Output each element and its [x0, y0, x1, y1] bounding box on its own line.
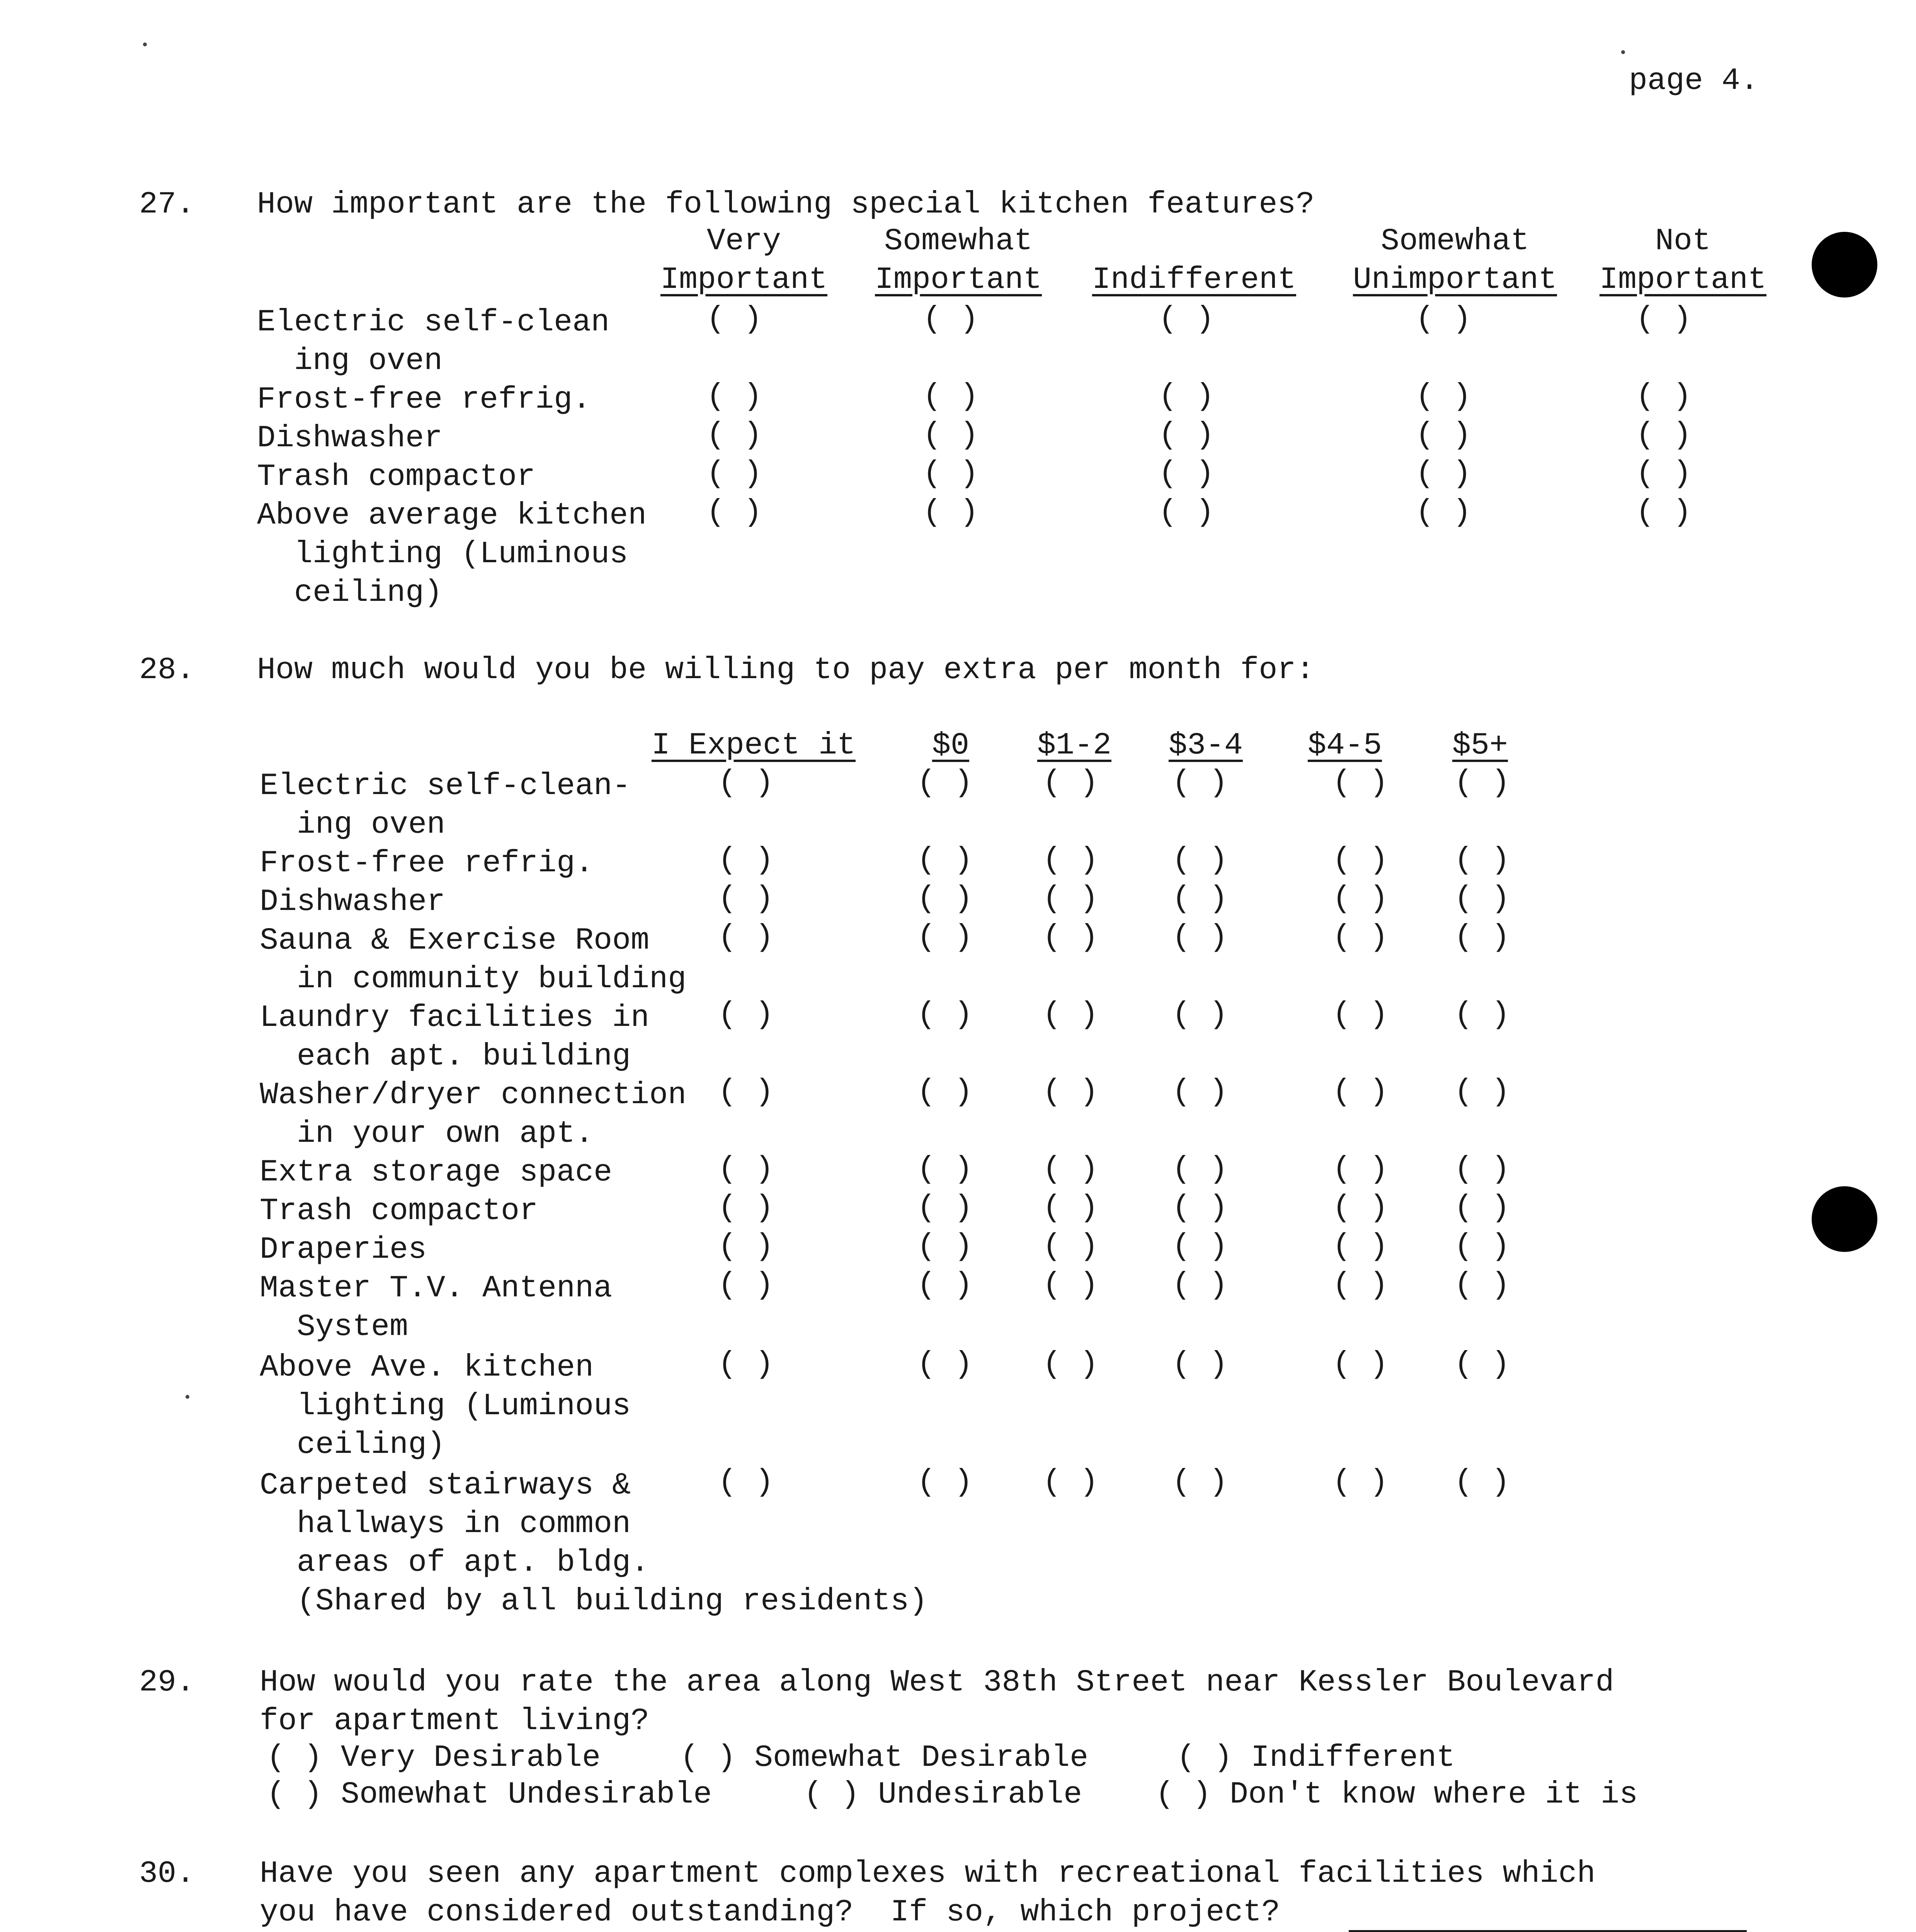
q27-response-checkbox[interactable]: ( )	[1158, 456, 1215, 492]
q28-response-checkbox[interactable]: ( )	[1172, 920, 1228, 955]
q28-row-label: Carpeted stairways &	[260, 1468, 631, 1503]
q27-response-checkbox[interactable]: ( )	[706, 456, 762, 492]
q28-response-checkbox[interactable]: ( )	[1172, 881, 1228, 917]
q28-response-checkbox[interactable]: ( )	[1042, 1229, 1099, 1264]
q28-response-checkbox[interactable]: ( )	[917, 1268, 973, 1303]
q28-response-checkbox[interactable]: ( )	[1042, 1190, 1099, 1226]
scan-speck	[1621, 50, 1625, 54]
question-27-number: 27.	[139, 187, 195, 222]
q28-column-header: $3-4	[1168, 728, 1243, 763]
question-30-number: 30.	[139, 1856, 195, 1891]
q28-response-checkbox[interactable]: ( )	[718, 1152, 774, 1187]
q27-column-header: Indifferent	[1092, 262, 1297, 298]
q27-row-label: lighting (Luminous	[257, 537, 628, 572]
q27-response-checkbox[interactable]: ( )	[1635, 495, 1692, 530]
q28-response-checkbox[interactable]: ( )	[1042, 1347, 1099, 1382]
q28-response-checkbox[interactable]: ( )	[917, 1465, 973, 1500]
q28-response-checkbox[interactable]: ( )	[1042, 765, 1099, 801]
q28-row-label: ceiling)	[260, 1427, 446, 1463]
q28-row-label: Dishwasher	[260, 884, 446, 920]
q28-response-checkbox[interactable]: ( )	[1332, 997, 1389, 1032]
q27-column-header-top: Not	[1655, 224, 1711, 259]
q28-response-checkbox[interactable]: ( )	[718, 881, 774, 917]
q28-response-checkbox[interactable]: ( )	[917, 1347, 973, 1382]
q28-row-label: ing oven	[260, 807, 446, 842]
q28-row-label: Washer/dryer connection	[260, 1078, 687, 1113]
q28-response-checkbox[interactable]: ( )	[1042, 843, 1099, 878]
q28-column-header: $0	[932, 728, 970, 763]
q28-response-checkbox[interactable]: ( )	[917, 843, 973, 878]
q28-row-label: (Shared by all building residents)	[260, 1584, 928, 1619]
q27-row-label: Trash compactor	[257, 459, 536, 495]
q28-response-checkbox[interactable]: ( )	[1332, 1229, 1389, 1264]
q28-response-checkbox[interactable]: ( )	[718, 920, 774, 955]
q28-column-header: $5+	[1452, 728, 1508, 763]
q28-row-label: System	[260, 1310, 408, 1345]
question-29-text-line-1: How would you rate the area along West 38th Street near Kessler Boulevard	[260, 1665, 1614, 1700]
q28-response-checkbox[interactable]: ( )	[1454, 843, 1510, 878]
q28-row-label: in community building	[260, 962, 687, 997]
q27-response-checkbox[interactable]: ( )	[1158, 302, 1215, 337]
question-29-number: 29.	[139, 1665, 195, 1700]
q29-option-somewhat-undesirable[interactable]: ( ) Somewhat Undesirable	[267, 1777, 712, 1812]
question-30-text-line-2: you have considered outstanding? If so, which project?	[260, 1895, 1280, 1930]
q27-response-checkbox[interactable]: ( )	[1415, 379, 1472, 414]
q28-response-checkbox[interactable]: ( )	[1172, 1347, 1228, 1382]
q28-response-checkbox[interactable]: ( )	[1332, 1152, 1389, 1187]
q28-response-checkbox[interactable]: ( )	[1042, 881, 1099, 917]
q28-response-checkbox[interactable]: ( )	[1172, 1190, 1228, 1226]
q27-row-label: Frost-free refrig.	[257, 382, 591, 417]
q27-column-header: Important	[660, 262, 828, 298]
q28-column-header: $1-2	[1037, 728, 1112, 763]
q28-response-checkbox[interactable]: ( )	[1454, 1190, 1510, 1226]
q29-option-very-desirable[interactable]: ( ) Very Desirable	[267, 1740, 601, 1776]
q28-response-checkbox[interactable]: ( )	[1454, 1075, 1510, 1110]
q28-response-checkbox[interactable]: ( )	[1332, 1465, 1389, 1500]
binder-hole-middle	[1812, 1186, 1877, 1252]
q28-response-checkbox[interactable]: ( )	[718, 843, 774, 878]
q28-response-checkbox[interactable]: ( )	[1042, 1075, 1099, 1110]
q28-response-checkbox[interactable]: ( )	[1042, 920, 1099, 955]
page-number: page 4.	[1629, 63, 1759, 99]
q28-response-checkbox[interactable]: ( )	[1172, 1075, 1228, 1110]
q28-row-label: lighting (Luminous	[260, 1389, 631, 1424]
q27-row-label: Electric self-clean	[257, 305, 610, 340]
q27-response-checkbox[interactable]: ( )	[1635, 302, 1692, 337]
q27-column-header: Important	[1599, 262, 1767, 298]
q27-response-checkbox[interactable]: ( )	[922, 418, 979, 453]
q27-column-header: Unimportant	[1353, 262, 1557, 298]
q27-column-header-top: Somewhat	[1380, 224, 1530, 259]
q27-response-checkbox[interactable]: ( )	[706, 495, 762, 530]
q27-response-checkbox[interactable]: ( )	[706, 302, 762, 337]
q28-response-checkbox[interactable]: ( )	[1042, 1465, 1099, 1500]
q28-row-label: Draperies	[260, 1232, 427, 1267]
q28-response-checkbox[interactable]: ( )	[917, 1152, 973, 1187]
q27-response-checkbox[interactable]: ( )	[922, 495, 979, 530]
q27-column-header-top: Very	[706, 224, 781, 259]
scan-speck	[143, 43, 147, 46]
q28-response-checkbox[interactable]: ( )	[1042, 1268, 1099, 1303]
q27-response-checkbox[interactable]: ( )	[922, 302, 979, 337]
q28-response-checkbox[interactable]: ( )	[1172, 1229, 1228, 1264]
q28-response-checkbox[interactable]: ( )	[1042, 1152, 1099, 1187]
q28-row-label: Sauna & Exercise Room	[260, 923, 650, 958]
q28-response-checkbox[interactable]: ( )	[1042, 997, 1099, 1032]
q27-column-header-top: Somewhat	[884, 224, 1033, 259]
q28-response-checkbox[interactable]: ( )	[718, 765, 774, 801]
q27-response-checkbox[interactable]: ( )	[706, 379, 762, 414]
q28-response-checkbox[interactable]: ( )	[718, 997, 774, 1032]
question-28-text: How much would you be willing to pay extra per month for:	[257, 653, 1315, 688]
q28-row-label: Master T.V. Antenna	[260, 1271, 613, 1306]
q28-response-checkbox[interactable]: ( )	[917, 1190, 973, 1226]
q28-response-checkbox[interactable]: ( )	[1332, 920, 1389, 955]
q27-response-checkbox[interactable]: ( )	[706, 418, 762, 453]
q28-response-checkbox[interactable]: ( )	[1454, 1465, 1510, 1500]
q27-row-label: Dishwasher	[257, 421, 443, 456]
q28-row-label: Electric self-clean-	[260, 769, 631, 804]
q28-response-checkbox[interactable]: ( )	[1332, 1075, 1389, 1110]
q28-response-checkbox[interactable]: ( )	[917, 997, 973, 1032]
scan-speck	[185, 1395, 189, 1399]
question-27-text: How important are the following special kitchen features?	[257, 187, 1315, 222]
q29-option-somewhat-desirable[interactable]: ( ) Somewhat Desirable	[680, 1740, 1089, 1776]
q28-response-checkbox[interactable]: ( )	[718, 1347, 774, 1382]
q28-response-checkbox[interactable]: ( )	[917, 920, 973, 955]
q27-response-checkbox[interactable]: ( )	[1635, 379, 1692, 414]
q27-response-checkbox[interactable]: ( )	[1415, 495, 1472, 530]
q28-row-label: areas of apt. bldg.	[260, 1545, 650, 1580]
q28-response-checkbox[interactable]: ( )	[1454, 920, 1510, 955]
q29-option-dont-know[interactable]: ( ) Don't know where it is	[1155, 1777, 1638, 1812]
question-29-text-line-2: for apartment living?	[260, 1704, 650, 1739]
q28-row-label: hallways in common	[260, 1507, 631, 1542]
q28-response-checkbox[interactable]: ( )	[1454, 881, 1510, 917]
q30-answer-blank[interactable]	[1349, 1930, 1747, 1932]
q28-response-checkbox[interactable]: ( )	[718, 1229, 774, 1264]
q27-response-checkbox[interactable]: ( )	[922, 379, 979, 414]
q27-row-label: ceiling)	[257, 575, 443, 611]
q28-row-label: Frost-free refrig.	[260, 846, 594, 881]
q27-response-checkbox[interactable]: ( )	[1415, 456, 1472, 492]
q27-response-checkbox[interactable]: ( )	[1635, 418, 1692, 453]
q28-row-label: Extra storage space	[260, 1155, 613, 1190]
q28-column-header: I Expect it	[651, 728, 856, 763]
q28-response-checkbox[interactable]: ( )	[1454, 1268, 1510, 1303]
q27-response-checkbox[interactable]: ( )	[922, 456, 979, 492]
q28-response-checkbox[interactable]: ( )	[1172, 765, 1228, 801]
q28-response-checkbox[interactable]: ( )	[1172, 1268, 1228, 1303]
q27-response-checkbox[interactable]: ( )	[1158, 379, 1215, 414]
q27-response-checkbox[interactable]: ( )	[1158, 418, 1215, 453]
q28-response-checkbox[interactable]: ( )	[1172, 843, 1228, 878]
q28-response-checkbox[interactable]: ( )	[718, 1075, 774, 1110]
q28-response-checkbox[interactable]: ( )	[1172, 1152, 1228, 1187]
q29-option-undesirable[interactable]: ( ) Undesirable	[804, 1777, 1082, 1812]
q28-response-checkbox[interactable]: ( )	[1454, 997, 1510, 1032]
q27-response-checkbox[interactable]: ( )	[1635, 456, 1692, 492]
q28-row-label: in your own apt.	[260, 1116, 594, 1151]
question-28-number: 28.	[139, 653, 195, 688]
q29-option-indifferent[interactable]: ( ) Indifferent	[1177, 1740, 1455, 1776]
q28-response-checkbox[interactable]: ( )	[1172, 997, 1228, 1032]
q27-row-label: Above average kitchen	[257, 498, 647, 533]
q28-response-checkbox[interactable]: ( )	[917, 1229, 973, 1264]
question-30-text-line-1: Have you seen any apartment complexes with recreational facilities which	[260, 1856, 1596, 1891]
q28-response-checkbox[interactable]: ( )	[718, 1465, 774, 1500]
q27-response-checkbox[interactable]: ( )	[1415, 418, 1472, 453]
q28-response-checkbox[interactable]: ( )	[718, 1268, 774, 1303]
q28-response-checkbox[interactable]: ( )	[1332, 1347, 1389, 1382]
q28-response-checkbox[interactable]: ( )	[917, 765, 973, 801]
q28-response-checkbox[interactable]: ( )	[1332, 881, 1389, 917]
q28-response-checkbox[interactable]: ( )	[917, 1075, 973, 1110]
q28-response-checkbox[interactable]: ( )	[718, 1190, 774, 1226]
q28-row-label: Laundry facilities in	[260, 1000, 650, 1036]
q28-row-label: Trash compactor	[260, 1194, 538, 1229]
q28-response-checkbox[interactable]: ( )	[1332, 843, 1389, 878]
q27-column-header: Important	[875, 262, 1042, 298]
q28-row-label: each apt. building	[260, 1039, 631, 1074]
q28-row-label: Above Ave. kitchen	[260, 1350, 594, 1385]
q28-response-checkbox[interactable]: ( )	[1332, 1268, 1389, 1303]
q28-response-checkbox[interactable]: ( )	[1454, 1347, 1510, 1382]
q28-response-checkbox[interactable]: ( )	[1454, 1152, 1510, 1187]
q28-column-header: $4-5	[1307, 728, 1382, 763]
q28-response-checkbox[interactable]: ( )	[1454, 1229, 1510, 1264]
q27-response-checkbox[interactable]: ( )	[1415, 302, 1472, 337]
q28-response-checkbox[interactable]: ( )	[1172, 1465, 1228, 1500]
q28-response-checkbox[interactable]: ( )	[917, 881, 973, 917]
q27-row-label: ing oven	[257, 344, 443, 379]
q28-response-checkbox[interactable]: ( )	[1332, 1190, 1389, 1226]
q28-response-checkbox[interactable]: ( )	[1332, 765, 1389, 801]
q28-response-checkbox[interactable]: ( )	[1454, 765, 1510, 801]
q27-response-checkbox[interactable]: ( )	[1158, 495, 1215, 530]
binder-hole-top	[1812, 232, 1877, 298]
